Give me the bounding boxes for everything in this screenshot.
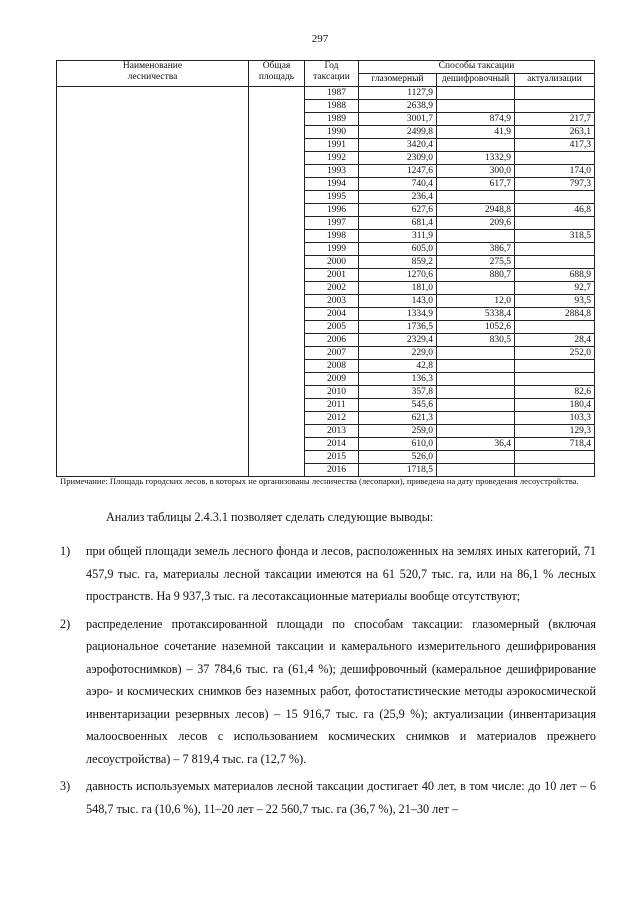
update-cell: 797,3 <box>515 178 595 191</box>
analysis-intro: Анализ таблицы 2.4.3.1 позволяет сделать следующие выводы: <box>106 510 434 524</box>
visual-cell: 2638,9 <box>359 100 437 113</box>
area-cell <box>249 334 305 347</box>
area-cell <box>249 178 305 191</box>
decoding-cell <box>437 386 515 399</box>
decoding-cell: 2948,8 <box>437 204 515 217</box>
table-row <box>57 230 595 243</box>
table-row <box>57 451 595 464</box>
year-cell: 2016 <box>305 464 359 477</box>
update-cell <box>515 451 595 464</box>
year-cell: 2000 <box>305 256 359 269</box>
area-cell <box>249 386 305 399</box>
year-cell: 2015 <box>305 451 359 464</box>
forestry-cell <box>57 399 249 412</box>
decoding-cell: 5338,4 <box>437 308 515 321</box>
year-cell: 2008 <box>305 360 359 373</box>
update-cell: 174,0 <box>515 165 595 178</box>
area-cell <box>249 139 305 152</box>
forestry-cell <box>57 321 249 334</box>
year-cell: 1988 <box>305 100 359 113</box>
visual-cell: 627,6 <box>359 204 437 217</box>
conclusion-item <box>60 613 596 771</box>
forestry-cell <box>57 360 249 373</box>
year-cell: 1996 <box>305 204 359 217</box>
area-cell <box>249 451 305 464</box>
decoding-cell <box>437 412 515 425</box>
forestry-cell <box>57 191 249 204</box>
area-cell <box>249 269 305 282</box>
table-row <box>57 399 595 412</box>
table-row <box>57 243 595 256</box>
visual-cell: 859,2 <box>359 256 437 269</box>
area-cell <box>249 191 305 204</box>
table-row <box>57 100 595 113</box>
update-cell: 180,4 <box>515 399 595 412</box>
update-cell: 93,5 <box>515 295 595 308</box>
year-cell: 2013 <box>305 425 359 438</box>
table-row <box>57 256 595 269</box>
decoding-cell: 1332,9 <box>437 152 515 165</box>
year-cell: 1989 <box>305 113 359 126</box>
year-cell: 2011 <box>305 399 359 412</box>
decoding-cell: 209,6 <box>437 217 515 230</box>
table-row <box>57 269 595 282</box>
year-cell: 1994 <box>305 178 359 191</box>
table-row <box>57 295 595 308</box>
visual-cell: 42,8 <box>359 360 437 373</box>
visual-cell: 259,0 <box>359 425 437 438</box>
forestry-cell <box>57 178 249 191</box>
area-cell <box>249 217 305 230</box>
area-cell <box>249 165 305 178</box>
table-row <box>57 191 595 204</box>
table-row <box>57 282 595 295</box>
visual-cell: 236,4 <box>359 191 437 204</box>
update-cell <box>515 217 595 230</box>
conclusion-number: 3) <box>60 779 71 793</box>
decoding-cell <box>437 425 515 438</box>
year-cell: 2014 <box>305 438 359 451</box>
header-visual: глазомерный <box>359 74 437 87</box>
year-cell: 2001 <box>305 269 359 282</box>
decoding-cell: 874,9 <box>437 113 515 126</box>
year-cell: 2003 <box>305 295 359 308</box>
area-cell <box>249 399 305 412</box>
decoding-cell: 36,4 <box>437 438 515 451</box>
year-cell: 2012 <box>305 412 359 425</box>
forestry-cell <box>57 126 249 139</box>
update-cell: 217,7 <box>515 113 595 126</box>
area-cell <box>249 204 305 217</box>
conclusion-number: 2) <box>60 616 71 631</box>
decoding-cell <box>437 347 515 360</box>
visual-cell: 3420,4 <box>359 139 437 152</box>
forestry-cell <box>57 256 249 269</box>
update-cell: 718,4 <box>515 438 595 451</box>
update-cell <box>515 360 595 373</box>
forestry-cell <box>57 152 249 165</box>
table-row <box>57 152 595 165</box>
decoding-cell <box>437 191 515 204</box>
update-cell: 92,7 <box>515 282 595 295</box>
table-row <box>57 412 595 425</box>
conclusions-list <box>60 540 596 825</box>
decoding-cell: 1052,6 <box>437 321 515 334</box>
forestry-cell <box>57 425 249 438</box>
area-cell <box>249 126 305 139</box>
decoding-cell <box>437 451 515 464</box>
forestry-cell <box>57 438 249 451</box>
forestry-cell <box>57 282 249 295</box>
update-cell <box>515 87 595 100</box>
decoding-cell: 617,7 <box>437 178 515 191</box>
visual-cell: 136,3 <box>359 373 437 386</box>
area-cell <box>249 256 305 269</box>
decoding-cell <box>437 373 515 386</box>
forestry-cell <box>57 204 249 217</box>
area-cell <box>249 100 305 113</box>
decoding-cell <box>437 360 515 373</box>
area-cell <box>249 113 305 126</box>
update-cell: 129,3 <box>515 425 595 438</box>
header-area: Общая площадь <box>249 61 305 87</box>
decoding-cell: 12,0 <box>437 295 515 308</box>
table-note: Примечание: Площадь городских лесов, в которых не организованы лесничества (лесопарки), приведена на дату проведения лесоустройства. <box>60 476 579 486</box>
conclusion-number: 1) <box>60 544 71 558</box>
decoding-cell: 275,5 <box>437 256 515 269</box>
update-cell: 103,3 <box>515 412 595 425</box>
year-cell: 2010 <box>305 386 359 399</box>
area-cell <box>249 373 305 386</box>
decoding-cell <box>437 282 515 295</box>
decoding-cell <box>437 399 515 412</box>
forestry-cell <box>57 87 249 100</box>
year-cell: 2007 <box>305 347 359 360</box>
area-cell <box>249 347 305 360</box>
forestry-cell <box>57 269 249 282</box>
table-row <box>57 347 595 360</box>
year-cell: 2006 <box>305 334 359 347</box>
update-cell <box>515 321 595 334</box>
area-cell <box>249 321 305 334</box>
table-row <box>57 438 595 451</box>
area-cell <box>249 308 305 321</box>
area-cell <box>249 360 305 373</box>
decoding-cell <box>437 100 515 113</box>
area-cell <box>249 87 305 100</box>
decoding-cell: 830,5 <box>437 334 515 347</box>
conclusion-item <box>60 775 596 820</box>
table-row <box>57 113 595 126</box>
visual-cell: 1127,9 <box>359 87 437 100</box>
table-row <box>57 360 595 373</box>
year-cell: 1991 <box>305 139 359 152</box>
visual-cell: 3001,7 <box>359 113 437 126</box>
area-cell <box>249 152 305 165</box>
visual-cell: 311,9 <box>359 230 437 243</box>
table-row <box>57 87 595 100</box>
visual-cell: 621,3 <box>359 412 437 425</box>
year-cell: 1998 <box>305 230 359 243</box>
visual-cell: 1736,5 <box>359 321 437 334</box>
forestry-cell <box>57 217 249 230</box>
visual-cell: 605,0 <box>359 243 437 256</box>
area-cell <box>249 295 305 308</box>
update-cell <box>515 191 595 204</box>
forestry-cell <box>57 347 249 360</box>
conclusion-item <box>60 540 596 608</box>
update-cell <box>515 256 595 269</box>
area-cell <box>249 282 305 295</box>
update-cell: 28,4 <box>515 334 595 347</box>
decoding-cell <box>437 139 515 152</box>
decoding-cell: 300,0 <box>437 165 515 178</box>
visual-cell: 740,4 <box>359 178 437 191</box>
visual-cell: 545,6 <box>359 399 437 412</box>
table-row <box>57 373 595 386</box>
forestry-cell <box>57 334 249 347</box>
header-decoding: дешифровочный <box>437 74 515 87</box>
forestry-cell <box>57 139 249 152</box>
year-cell: 2002 <box>305 282 359 295</box>
visual-cell: 1718,5 <box>359 464 437 477</box>
year-cell: 1995 <box>305 191 359 204</box>
conclusion-text: распределение протаксированной площади по способам таксации: глазомерный (включая рациональное сочетание наземной таксации и камерального измерительного дешифрирования аэрофотоснимков) – 37 784,6 тыс. га (61,4 %); дешифровочный (камеральное дешифрирование аэро- и космических снимков без наземных работ, фотостатистические методы аэрокосмической инвентаризации резервных лесов) – 15 916,7 тыс. га (25,9 %); актуализации (инвентаризация малоосвоенных лесов с использованием космических снимков и материалов прежнего лесоустройства) – 7 819,4 тыс. га (12,7 %). <box>86 616 596 766</box>
update-cell <box>515 243 595 256</box>
year-cell: 1987 <box>305 87 359 100</box>
table-row <box>57 204 595 217</box>
table-row <box>57 334 595 347</box>
table-row <box>57 165 595 178</box>
decoding-cell: 41,9 <box>437 126 515 139</box>
update-cell: 252,0 <box>515 347 595 360</box>
table-row <box>57 139 595 152</box>
update-cell: 318,5 <box>515 230 595 243</box>
header-forestry: Наименование лесничества <box>57 61 249 87</box>
visual-cell: 229,0 <box>359 347 437 360</box>
table-row <box>57 386 595 399</box>
table-row <box>57 178 595 191</box>
forestry-cell <box>57 308 249 321</box>
table-row <box>57 425 595 438</box>
visual-cell: 610,0 <box>359 438 437 451</box>
conclusion-text: при общей площади земель лесного фонда и лесов, расположенных на землях иных категорий, 71 457,9 тыс. га, материалы лесной таксации имеются на 61 520,7 тыс. га, или на 86,1 % лесных пространств. На 9 937,3 тыс. га лесотаксационные материалы вообще отсутствуют; <box>86 544 596 603</box>
forestry-cell <box>57 412 249 425</box>
area-cell <box>249 412 305 425</box>
visual-cell: 1247,6 <box>359 165 437 178</box>
forestry-cell <box>57 165 249 178</box>
year-cell: 1999 <box>305 243 359 256</box>
visual-cell: 1270,6 <box>359 269 437 282</box>
update-cell: 263,1 <box>515 126 595 139</box>
header-year: Год таксации <box>305 61 359 87</box>
update-cell <box>515 100 595 113</box>
area-cell <box>249 425 305 438</box>
visual-cell: 2499,8 <box>359 126 437 139</box>
forestry-cell <box>57 230 249 243</box>
conclusion-text: давность используемых материалов лесной таксации достигает 40 лет, в том числе: до 10 лет – 6 548,7 тыс. га (10,6 %), 11–20 лет – 22 560,7 тыс. га (36,7 %), 21–30 лет – <box>86 779 596 816</box>
update-cell <box>515 373 595 386</box>
table-row <box>57 126 595 139</box>
decoding-cell: 386,7 <box>437 243 515 256</box>
year-cell: 1990 <box>305 126 359 139</box>
update-cell: 688,9 <box>515 269 595 282</box>
area-cell <box>249 438 305 451</box>
update-cell: 417,3 <box>515 139 595 152</box>
forestry-cell <box>57 243 249 256</box>
year-cell: 2005 <box>305 321 359 334</box>
taxation-table <box>56 60 595 477</box>
visual-cell: 181,0 <box>359 282 437 295</box>
header-methods: Способы таксации <box>359 61 595 74</box>
year-cell: 1997 <box>305 217 359 230</box>
forestry-cell <box>57 113 249 126</box>
forestry-cell <box>57 386 249 399</box>
visual-cell: 357,8 <box>359 386 437 399</box>
forestry-cell <box>57 373 249 386</box>
header-update: актуализации <box>515 74 595 87</box>
visual-cell: 681,4 <box>359 217 437 230</box>
visual-cell: 2309,0 <box>359 152 437 165</box>
year-cell: 1993 <box>305 165 359 178</box>
year-cell: 2009 <box>305 373 359 386</box>
page-number: 297 <box>311 33 329 45</box>
year-cell: 2004 <box>305 308 359 321</box>
area-cell <box>249 243 305 256</box>
update-cell <box>515 152 595 165</box>
decoding-cell <box>437 230 515 243</box>
table-row <box>57 308 595 321</box>
visual-cell: 143,0 <box>359 295 437 308</box>
table-row <box>57 217 595 230</box>
forestry-cell <box>57 100 249 113</box>
decoding-cell: 880,7 <box>437 269 515 282</box>
area-cell <box>249 230 305 243</box>
update-cell: 46,8 <box>515 204 595 217</box>
update-cell: 2884,8 <box>515 308 595 321</box>
visual-cell: 2329,4 <box>359 334 437 347</box>
forestry-cell <box>57 451 249 464</box>
update-cell: 82,6 <box>515 386 595 399</box>
table-row <box>57 321 595 334</box>
visual-cell: 1334,9 <box>359 308 437 321</box>
visual-cell: 526,0 <box>359 451 437 464</box>
year-cell: 1992 <box>305 152 359 165</box>
forestry-cell <box>57 295 249 308</box>
decoding-cell <box>437 87 515 100</box>
